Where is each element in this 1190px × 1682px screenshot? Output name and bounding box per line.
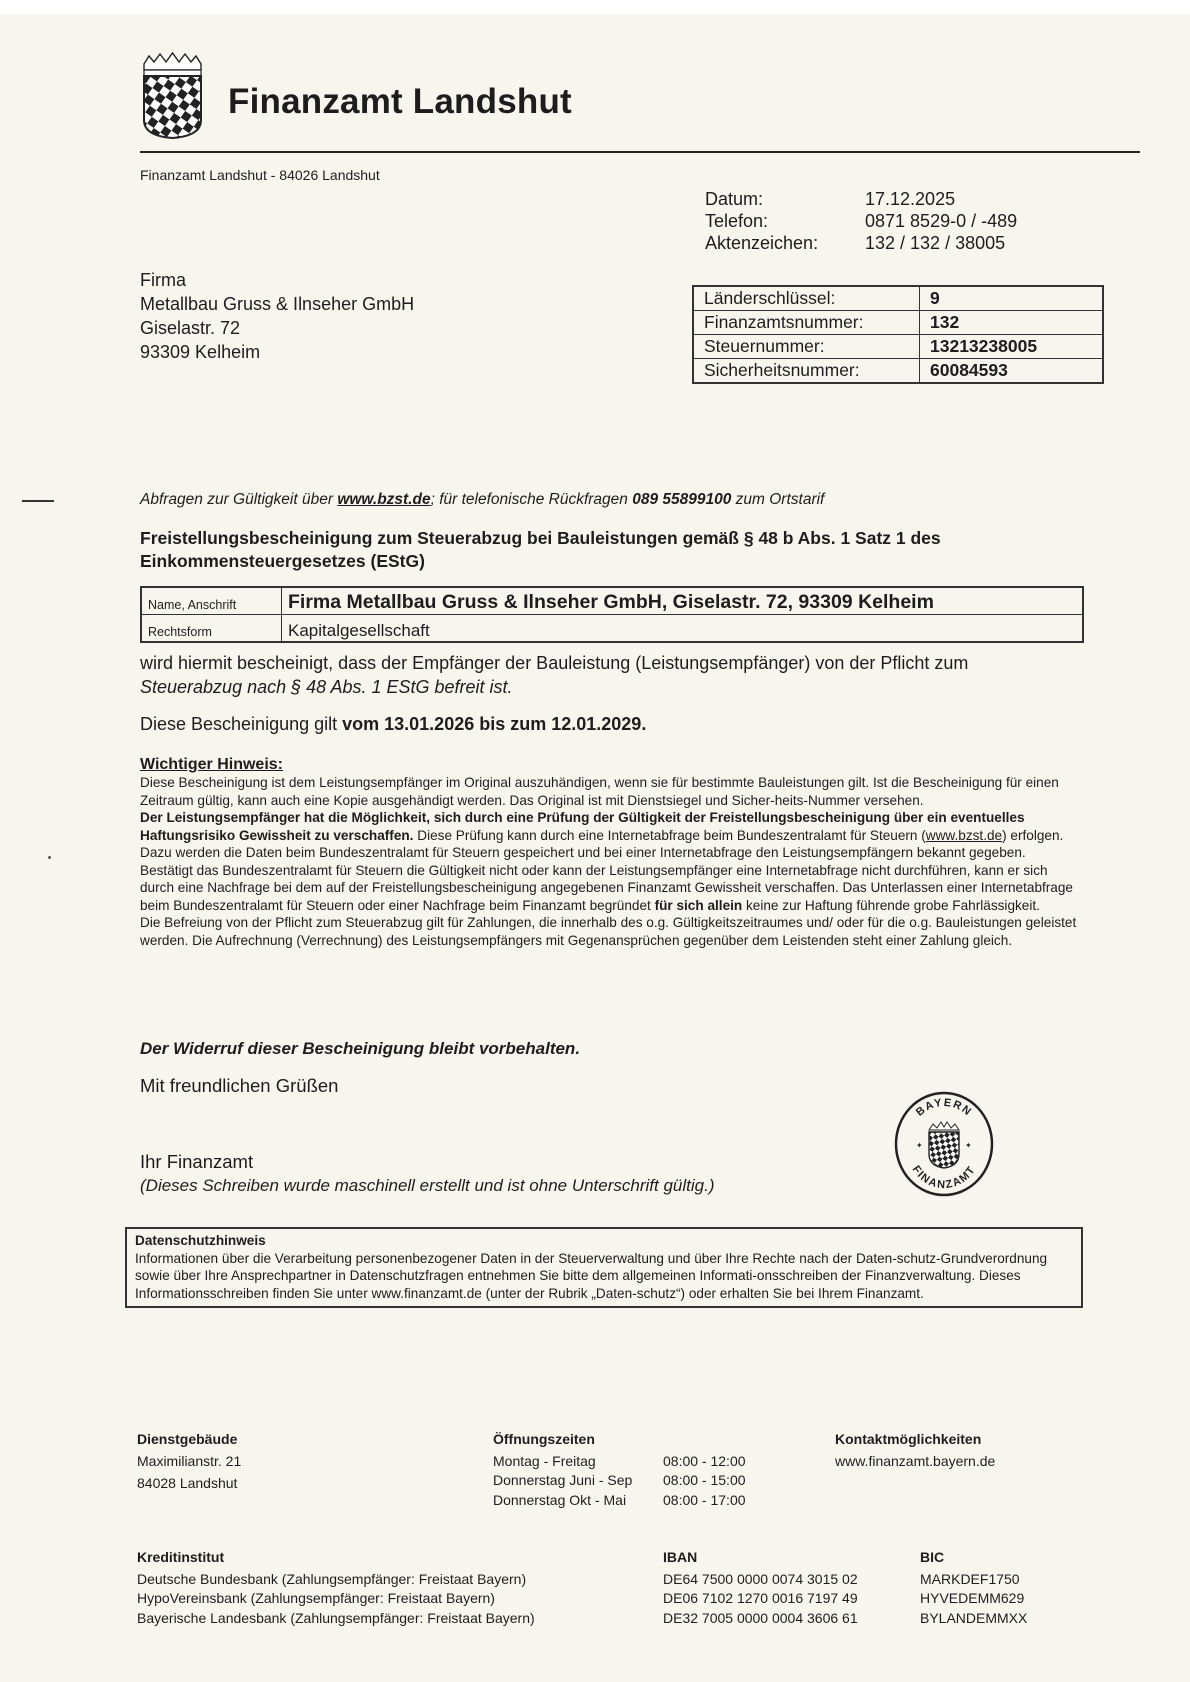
bank-iban: DE06 7102 1270 0016 7197 49 — [663, 1590, 858, 1606]
svg-text:FINANZAMT: FINANZAMT — [909, 1163, 979, 1192]
notice-paragraph — [140, 809, 1080, 914]
svg-text:✦: ✦ — [965, 1141, 972, 1150]
scan-top-edge — [0, 0, 1190, 14]
notice-text: ) erfolgen. Dazu werden die Daten beim Bundeszentralamt für Steuern gespeichert und bei einer Internetabfrage den Leistungsempfängern bekannt gegeben. Bestätigt das Bundeszentralamt für Steuern die Gültigkeit nicht oder kann der Leistungsempfänger eine Internetabfrage nicht durchführen, kann er sich durch eine Nachfrage bei dem auf der Freistellungsbescheinigung angegebenen Finanzamt Gewissheit verschaffen. Das Unterlassen einer Internetabfrage beim Bundeszentralamt für Steuern oder einer Nachfrage beim Finanzamt begründet — [140, 827, 1073, 913]
table-row — [693, 286, 1103, 311]
meta-file-reference — [705, 232, 1017, 254]
table-row — [141, 615, 1083, 643]
id-label: Steuernummer: — [693, 335, 920, 359]
query-text: Abfragen zur Gültigkeit über — [140, 491, 338, 508]
footer-contact — [835, 1430, 995, 1471]
bank-name: Deutsche Bundesbank (Zahlungsempfänger: Freistaat Bayern) — [137, 1570, 527, 1587]
hours-day: Donnerstag Juni - Sep — [493, 1472, 633, 1488]
bank-name: HypoVereinsbank (Zahlungsempfänger: Freistaat Bayern) — [137, 1590, 495, 1606]
company-table — [140, 586, 1084, 643]
validity-query-hint — [140, 491, 824, 509]
heading-line: Freistellungsbescheinigung zum Steuerabzug bei Bauleistungen gemäß § 48 b Abs. 1 Satz 1 des — [140, 528, 941, 548]
fold-mark — [22, 500, 54, 502]
notice-paragraph: Diese Bescheinigung ist dem Leistungsempfänger im Original auszuhändigen, wenn sie für bestimmte Bauleistungen gilt. Ist die Bescheinigung für einen Zeitraum gültig, kann auch eine Kopie ausgehändigt werden. Das Original ist mit Dienstsiegel und Sicher-heits-Nummer versehen. — [140, 775, 1059, 808]
query-text: ; für telefonische Rückfragen — [430, 491, 633, 508]
tax-identifier-table — [692, 285, 1104, 384]
validity-prefix: Diese Bescheinigung gilt — [140, 714, 343, 734]
hours-time: 08:00 - 12:00 — [663, 1452, 746, 1469]
notice-paragraph: Die Befreiung von der Pflicht zum Steuerabzug gilt für Zahlungen, die innerhalb des o.g. Gültigkeitszeitraumes und/ oder für die o.g. Bauleistungen geleistet werden. Die Aufrechnung (Verrechnung) des Leistungsempfängers mit Gegenansprüchen gegenüber dem Leistenden steht einer Zahlung gleich. — [140, 915, 1077, 948]
company-label: Name, Anschrift — [141, 587, 282, 615]
footer-heading: BIC — [920, 1549, 945, 1565]
signature-line: Ihr Finanzamt — [140, 1151, 254, 1172]
meta-label: Aktenzeichen: — [705, 233, 819, 253]
meta-value: 0871 8529-0 / -489 — [865, 211, 1018, 231]
office-city: 84028 Landshut — [137, 1475, 238, 1491]
hours-time: 08:00 - 15:00 — [663, 1472, 746, 1488]
bank-name: Bayerische Landesbank (Zahlungsempfänger: Freistaat Bayern) — [137, 1609, 535, 1626]
notice-bold: Der Leistungsempfänger hat die Möglichkeit, sich durch eine Prüfung der Gültigkeit der Freistellungsbescheinigung über ein eventuelles Haftungsrisiko Gewissheit zu verschaffen. — [140, 810, 1025, 843]
svg-text:✦: ✦ — [916, 1141, 923, 1150]
bank-iban: DE64 7500 0000 0074 3015 02 — [663, 1570, 858, 1587]
query-phone: 089 55899100 — [632, 491, 732, 508]
letter-meta — [705, 188, 1017, 254]
important-notice — [140, 756, 1080, 949]
hours-time: 08:00 - 17:00 — [663, 1491, 746, 1508]
bank-bic: MARKDEF1750 — [920, 1570, 1020, 1587]
machine-generated-note: (Dieses Schreiben wurde maschinell erstellt und ist ohne Unterschrift gültig.) — [140, 1176, 715, 1195]
meta-label: Telefon: — [705, 211, 769, 231]
notice-text: keine zur Haftung führende grobe Fahrlässigkeit. — [742, 897, 1040, 913]
certification-text — [140, 651, 1090, 699]
punch-mark — [48, 856, 51, 859]
bank-iban: DE32 7005 0000 0004 3606 61 — [663, 1609, 858, 1626]
privacy-body: Informationen über die Verarbeitung personenbezogener Daten in der Steuerverwaltung und über Ihre Rechte nach der Daten-schutz-Grundverordnung sowie über Ihre Ansprechpartner in Datenschutzfragen entnehmen Sie bitte dem allgemeinen Informati-onsschreiben der Finanzverwaltung. Dieses Informationsschreiben finden Sie unter www.finanzamt.de (unter der Rubrik „Daten-schutz“) oder erhalten Sie bei Ihrem Finanzamt. — [135, 1250, 1048, 1301]
revocation-notice: Der Widerruf dieser Bescheinigung bleibt vorbehalten. — [140, 1039, 581, 1058]
authority-title: Finanzamt Landshut — [228, 82, 572, 121]
bank-row — [137, 1609, 1027, 1629]
privacy-notice-box — [125, 1227, 1083, 1308]
svg-text:BAYERN: BAYERN — [913, 1096, 975, 1119]
id-value: 9 — [920, 286, 1104, 311]
bzst-link[interactable]: www.bzst.de — [925, 827, 1003, 843]
id-value: 60084593 — [920, 359, 1104, 384]
hours-day: Donnerstag Okt - Mai — [493, 1491, 627, 1508]
footer-heading: Kontaktmöglichkeiten — [835, 1431, 982, 1447]
recipient-line: Metallbau Gruss & Ilnseher GmbH — [140, 294, 415, 314]
recipient-line: Firma — [140, 270, 186, 290]
closing-greeting: Mit freundlichen Grüßen — [140, 1075, 339, 1096]
bank-header-row — [137, 1548, 1027, 1570]
recipient-address — [140, 268, 414, 364]
footer-banks — [137, 1548, 1027, 1628]
footer-heading: Kreditinstitut — [137, 1549, 225, 1565]
id-value: 132 — [920, 311, 1104, 335]
id-label: Sicherheitsnummer: — [693, 359, 920, 384]
table-row — [693, 359, 1103, 384]
notice-text: Diese Prüfung kann durch eine Internetabfrage beim Bundeszentralamt für Steuern ( — [413, 827, 926, 843]
office-street: Maximilianstr. 21 — [137, 1452, 242, 1469]
header-divider — [140, 151, 1140, 153]
table-row — [693, 335, 1103, 359]
bank-bic: BYLANDEMMXX — [920, 1609, 1028, 1626]
id-label: Finanzamtsnummer: — [693, 311, 920, 335]
certify-line: wird hiermit bescheinigt, dass der Empfänger der Bauleistung (Leistungsempfänger) von der Pflicht zum — [140, 653, 969, 673]
bank-row — [137, 1589, 1027, 1609]
footer-heading: Öffnungszeiten — [493, 1431, 595, 1447]
notice-title: Wichtiger Hinweis: — [140, 756, 283, 773]
recipient-line: 93309 Kelheim — [140, 342, 261, 362]
certify-line: Steuerabzug nach § 48 Abs. 1 EStG befreit ist. — [140, 677, 513, 697]
privacy-title: Datenschutzhinweis — [135, 1233, 266, 1248]
validity-period — [140, 714, 646, 735]
official-seal-icon — [893, 1090, 995, 1198]
recipient-line: Giselastr. 72 — [140, 318, 241, 338]
company-name-address: Firma Metallbau Gruss & Ilnseher GmbH, Giselastr. 72, 93309 Kelheim — [282, 587, 1084, 615]
query-text: zum Ortstarif — [731, 491, 825, 508]
id-label: Länderschlüssel: — [693, 286, 920, 311]
id-value: 13213238005 — [920, 335, 1104, 359]
footer-office — [137, 1430, 241, 1494]
hours-row — [493, 1471, 746, 1491]
meta-value: 17.12.2025 — [865, 189, 956, 209]
notice-bold: für sich allein — [654, 897, 743, 913]
return-address: Finanzamt Landshut - 84026 Landshut — [140, 167, 380, 183]
contact-website-link[interactable]: www.finanzamt.bayern.de — [835, 1452, 996, 1469]
meta-phone — [705, 210, 1017, 232]
hours-row — [493, 1491, 746, 1511]
bzst-link[interactable]: www.bzst.de — [337, 491, 431, 508]
company-legal-form: Kapitalgesellschaft — [282, 615, 1084, 643]
bank-bic: HYVEDEMM629 — [920, 1590, 1025, 1606]
validity-range: vom 13.01.2026 bis zum 12.01.2029. — [342, 714, 647, 734]
hours-day: Montag - Freitag — [493, 1452, 596, 1469]
certificate-heading — [140, 527, 1090, 573]
footer-opening-hours — [493, 1430, 746, 1510]
heading-line: Einkommensteuergesetzes (EStG) — [140, 551, 425, 571]
table-row — [693, 311, 1103, 335]
footer-heading: Dienstgebäude — [137, 1431, 238, 1447]
table-row — [141, 587, 1083, 615]
meta-date — [705, 188, 1017, 210]
bavarian-coat-of-arms-icon — [140, 50, 205, 140]
meta-value: 132 / 132 / 38005 — [865, 233, 1006, 253]
footer-heading: IBAN — [663, 1549, 698, 1565]
bank-row — [137, 1570, 1027, 1590]
meta-label: Datum: — [705, 189, 764, 209]
company-label: Rechtsform — [141, 615, 282, 643]
hours-row — [493, 1452, 746, 1472]
